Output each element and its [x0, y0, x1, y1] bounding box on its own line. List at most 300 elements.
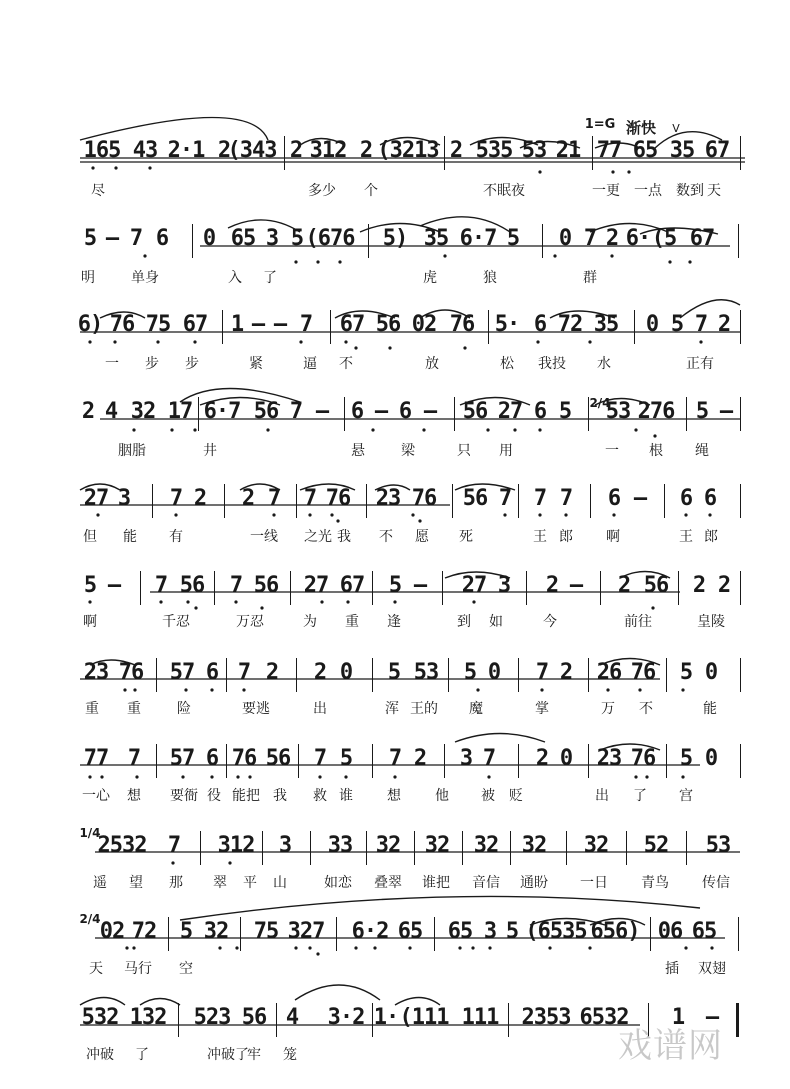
key-signature: 1=G [584, 117, 616, 132]
lyric: 冲破了 [207, 1047, 249, 1063]
note: 27 [303, 573, 329, 598]
note: 27 [461, 573, 487, 598]
lyric: 通盼 [520, 875, 548, 891]
lyric: 狼 [483, 270, 497, 286]
barline [444, 744, 445, 778]
note: 6 [205, 746, 219, 771]
lyric: 一心 [82, 788, 110, 804]
lyric: 一 [105, 356, 119, 372]
note: 4 [285, 1005, 299, 1030]
note: 77 [83, 746, 109, 771]
barline [368, 224, 369, 258]
barline [366, 831, 367, 865]
note: 2 [359, 138, 373, 163]
lyric: 谁 [339, 788, 353, 804]
barline [686, 397, 687, 431]
barline [740, 484, 741, 518]
note: 2 [313, 660, 327, 685]
note: 2 [535, 746, 549, 771]
time-signature: 2/4 [589, 396, 611, 410]
note: 5 [463, 660, 477, 685]
lyric: 今 [543, 614, 557, 630]
note: 72 [557, 312, 583, 337]
barline [372, 744, 373, 778]
note: 26 [596, 660, 622, 685]
note: 7 [559, 486, 573, 511]
barline [592, 136, 593, 170]
lyric: 要衙 [170, 788, 198, 804]
barline [372, 658, 373, 692]
barline [678, 571, 679, 605]
lyric: 重 [345, 614, 359, 630]
barline [140, 571, 141, 605]
barline [262, 831, 263, 865]
note: 7 [289, 399, 303, 424]
note: 02 [99, 919, 125, 944]
note: 23 [375, 486, 401, 511]
lyric: 万忍 [236, 614, 264, 630]
breath-mark: V [672, 122, 680, 135]
lyric: 单身 [131, 270, 159, 286]
lyric: 愿 [415, 529, 429, 545]
note: 67 [339, 312, 365, 337]
note: — [413, 573, 427, 598]
note: (676 [305, 226, 355, 251]
note: 6 [398, 399, 412, 424]
barline [442, 571, 443, 605]
barline [214, 571, 215, 605]
lyric: 梁 [401, 443, 415, 459]
note: 75 [253, 919, 279, 944]
lyric: 我 [273, 788, 287, 804]
lyric: 绳 [695, 443, 709, 459]
barline [452, 484, 453, 518]
lyric: 山 [273, 875, 287, 891]
note: 27 [497, 399, 523, 424]
barline [336, 917, 337, 951]
barline [518, 658, 519, 692]
note: 56 [643, 573, 669, 598]
note: 0 [704, 746, 718, 771]
lyric: 想 [127, 788, 141, 804]
note: 17 [167, 399, 193, 424]
barline [444, 136, 445, 170]
barline [740, 397, 741, 431]
note: 7 [498, 486, 512, 511]
note: 6532 [579, 1005, 629, 1030]
barline [156, 744, 157, 778]
note: 3 [459, 746, 473, 771]
lyric: 步 [185, 356, 199, 372]
note: 5 [679, 746, 693, 771]
lyric: 天 [89, 961, 103, 977]
barline [740, 658, 741, 692]
note: 7 [535, 660, 549, 685]
note: 65 [691, 919, 717, 944]
note: 6 [533, 399, 547, 424]
lyric: 魔 [469, 701, 483, 717]
note: 7 [482, 746, 496, 771]
barline [664, 484, 665, 518]
lyric: 入 [228, 270, 242, 286]
barline [626, 831, 627, 865]
note: 56 [265, 746, 291, 771]
note: 6 [703, 486, 717, 511]
barline [740, 136, 741, 170]
lyric: 了 [135, 1047, 149, 1063]
barline [588, 744, 589, 778]
lyric: 啊 [606, 529, 620, 545]
barline [296, 658, 297, 692]
note: 2 [717, 312, 731, 337]
lyric: 王 [533, 529, 547, 545]
lyric: 之光 [304, 529, 332, 545]
note: — [251, 312, 265, 337]
note: 3 [117, 486, 131, 511]
note: 5· [494, 312, 520, 337]
lyric: 啊 [83, 614, 97, 630]
lyric: 救 [313, 788, 327, 804]
barline [508, 1003, 509, 1037]
note: 2 [81, 399, 95, 424]
lyric: 一 [605, 443, 619, 459]
note: 53 [521, 138, 547, 163]
lyric: 皇陵 [697, 614, 725, 630]
lyric: 前往 [624, 614, 652, 630]
note: — [107, 573, 121, 598]
lyric: 传信 [702, 875, 730, 891]
lyric: 死 [459, 529, 473, 545]
note: 76 [325, 486, 351, 511]
barline [330, 310, 331, 344]
barline [168, 917, 169, 951]
note: 35 [593, 312, 619, 337]
note: (343 [227, 138, 277, 163]
note: — [315, 399, 329, 424]
lyric: 一点 [634, 183, 662, 199]
barline [686, 831, 687, 865]
lyric: 一线 [250, 529, 278, 545]
lyric: 不 [339, 356, 353, 372]
note: 5 [505, 919, 519, 944]
lyric: 能 [123, 529, 137, 545]
note: 6 [155, 226, 169, 251]
barline [224, 484, 225, 518]
note: 1 [671, 1005, 685, 1030]
note: 27 [83, 486, 109, 511]
lyric: 水 [597, 356, 611, 372]
lyric: 贬 [509, 788, 523, 804]
note: 2 [545, 573, 559, 598]
note: 67 [339, 573, 365, 598]
note: 32 [473, 833, 499, 858]
lyric: 虎 [423, 270, 437, 286]
barline [156, 658, 157, 692]
lyric: 空 [179, 961, 193, 977]
note: — [569, 573, 583, 598]
note: 5) [382, 226, 408, 251]
note: 2 [217, 138, 231, 163]
lyric: 他 [435, 788, 449, 804]
note: 5 [83, 573, 97, 598]
note: 0 [704, 660, 718, 685]
lyric: 想 [387, 788, 401, 804]
barline [740, 571, 741, 605]
note: 32 [203, 919, 229, 944]
lyric: 明 [81, 270, 95, 286]
note: 21 [555, 138, 581, 163]
note: 4 [104, 399, 118, 424]
note: 2 [559, 660, 573, 685]
note: 7 [583, 226, 597, 251]
lyric: 王 [679, 529, 693, 545]
barline [284, 136, 285, 170]
lyric: 我 [337, 529, 351, 545]
note: 5 [670, 312, 684, 337]
barline [434, 917, 435, 951]
note: 7 [154, 573, 168, 598]
note: 76 [630, 746, 656, 771]
barline [590, 484, 591, 518]
note: 32 [130, 399, 156, 424]
lyric: 正有 [686, 356, 714, 372]
time-signature: 2/4 [79, 912, 101, 926]
lyric: 放 [425, 356, 439, 372]
barline [226, 744, 227, 778]
note: 3 [265, 226, 279, 251]
lyric: 马行 [124, 961, 152, 977]
note: 523 [193, 1005, 231, 1030]
lyric: 但 [83, 529, 97, 545]
note: 7 [127, 746, 141, 771]
lyric: 遥 [93, 875, 107, 891]
barline [740, 744, 741, 778]
note: 5 [558, 399, 572, 424]
note: 67 [689, 226, 715, 251]
tempo-marking: 渐快 [625, 119, 657, 137]
lyric: 平 [243, 875, 257, 891]
note: 3 [278, 833, 292, 858]
note: 76 [231, 746, 257, 771]
note: 06 [657, 919, 683, 944]
lyric: 望 [129, 875, 143, 891]
lyric: 被 [481, 788, 495, 804]
note: 56 [375, 312, 401, 337]
note: 6 [607, 486, 621, 511]
lyric: 役 [207, 788, 221, 804]
lyric: 群 [583, 270, 597, 286]
barline [178, 1003, 179, 1037]
barline [454, 397, 455, 431]
final-barline [736, 1003, 739, 1037]
note: 57 [169, 660, 195, 685]
note: 276 [637, 399, 675, 424]
lyric: 双翅 [698, 961, 726, 977]
lyric: 如恋 [324, 875, 352, 891]
note: 656) [590, 919, 640, 944]
note: 2 [413, 746, 427, 771]
note: 5 [179, 919, 193, 944]
lyric: 根 [649, 443, 663, 459]
lyric: 掌 [535, 701, 549, 717]
note: — [719, 399, 733, 424]
note: 312 [217, 833, 255, 858]
barline [740, 310, 741, 344]
barline [542, 224, 543, 258]
barline [650, 917, 651, 951]
lyric: 一更 [592, 183, 620, 199]
lyric: 出 [595, 788, 609, 804]
barline [518, 744, 519, 778]
lyric: 冲破 [86, 1047, 114, 1063]
lyric: 紧 [249, 356, 263, 372]
lyric: 个 [364, 183, 378, 199]
lyric: 翠 [213, 875, 227, 891]
note: 43 [132, 138, 158, 163]
note: 53 [605, 399, 631, 424]
lyric: 郎 [704, 529, 718, 545]
barline [666, 744, 667, 778]
note: 76 [109, 312, 135, 337]
note: 2 [241, 486, 255, 511]
lyric: 要逃 [242, 701, 270, 717]
barline [518, 484, 519, 518]
note: 72 [131, 919, 157, 944]
note: 5 [388, 573, 402, 598]
lyric: 谁把 [422, 875, 450, 891]
note: 2 [193, 486, 207, 511]
note: 6 [205, 660, 219, 685]
barline [738, 224, 739, 258]
note: 02 [411, 312, 437, 337]
note: 132 [129, 1005, 167, 1030]
note: 65 [447, 919, 473, 944]
lyric: 不 [379, 529, 393, 545]
lyric: 到 [457, 614, 471, 630]
note: 7 [267, 486, 281, 511]
barline [192, 224, 193, 258]
note: 312 [309, 138, 347, 163]
note: 7 [237, 660, 251, 685]
note: 35 [669, 138, 695, 163]
barline [296, 484, 297, 518]
lyric: 险 [177, 701, 191, 717]
note: 6·7 [203, 399, 241, 424]
note: (6535 [525, 919, 587, 944]
note: 5 [83, 226, 97, 251]
note: 6·2 [351, 919, 389, 944]
lyric: 那 [169, 875, 183, 891]
lyric: 如 [489, 614, 503, 630]
note: 5 [506, 226, 520, 251]
note: 23 [83, 660, 109, 685]
lyric: 浑 [385, 701, 399, 717]
lyric: 一日 [580, 875, 608, 891]
time-signature: 1/4 [79, 826, 101, 840]
note: 6 [679, 486, 693, 511]
barline [526, 571, 527, 605]
note: 7 [313, 746, 327, 771]
note: (111 [399, 1005, 449, 1030]
barline [372, 571, 373, 605]
note: 77 [596, 138, 622, 163]
note: 2 [617, 573, 631, 598]
barline [462, 831, 463, 865]
note: 32 [521, 833, 547, 858]
note: 7 [129, 226, 143, 251]
lyric: 王的 [410, 701, 438, 717]
barline [510, 831, 511, 865]
barline [566, 831, 567, 865]
lyric: 有 [169, 529, 183, 545]
lyric: 数到 [676, 183, 704, 199]
lyric: 多少 [308, 183, 336, 199]
note: 0 [339, 660, 353, 685]
note: 2532 [97, 833, 147, 858]
note: — [105, 226, 119, 251]
lyric: 音信 [472, 875, 500, 891]
note: 53 [413, 660, 439, 685]
note: 52 [643, 833, 669, 858]
note: 76 [411, 486, 437, 511]
note: 56 [179, 573, 205, 598]
note: 535 [475, 138, 513, 163]
note: 0 [645, 312, 659, 337]
note: 1 [230, 312, 244, 337]
lyric: 叠翠 [374, 875, 402, 891]
lyric: 天 [707, 183, 721, 199]
barline [488, 310, 489, 344]
note: (5 [651, 226, 677, 251]
lyric: 不 [639, 701, 653, 717]
note: — [374, 399, 388, 424]
note: 32 [583, 833, 609, 858]
lyric: 悬 [351, 443, 365, 459]
note: 2 [289, 138, 303, 163]
lyric: 能把 [232, 788, 260, 804]
lyric: 步 [145, 356, 159, 372]
barline [310, 831, 311, 865]
lyric: 重 [127, 701, 141, 717]
note: 6·7 [459, 226, 497, 251]
note: 56 [462, 399, 488, 424]
lyric: 青鸟 [641, 875, 669, 891]
barline [414, 831, 415, 865]
lyric: 松 [500, 356, 514, 372]
note: 2353 [521, 1005, 571, 1030]
note: 0 [487, 660, 501, 685]
note: 2 [605, 226, 619, 251]
barline [600, 571, 601, 605]
note: 5 [339, 746, 353, 771]
note: 532 [81, 1005, 119, 1030]
lyric: 不眠夜 [483, 183, 525, 199]
note: 2 [692, 573, 706, 598]
note: 23 [596, 746, 622, 771]
note: 7 [694, 312, 708, 337]
barline [240, 917, 241, 951]
note: — [273, 312, 287, 337]
lyric: 万 [601, 701, 615, 717]
barline [666, 658, 667, 692]
note: 6· [625, 226, 651, 251]
note: 7 [533, 486, 547, 511]
barline [222, 310, 223, 344]
lyric: 我投 [538, 356, 566, 372]
barline [634, 310, 635, 344]
barline [588, 658, 589, 692]
note: 327 [287, 919, 325, 944]
